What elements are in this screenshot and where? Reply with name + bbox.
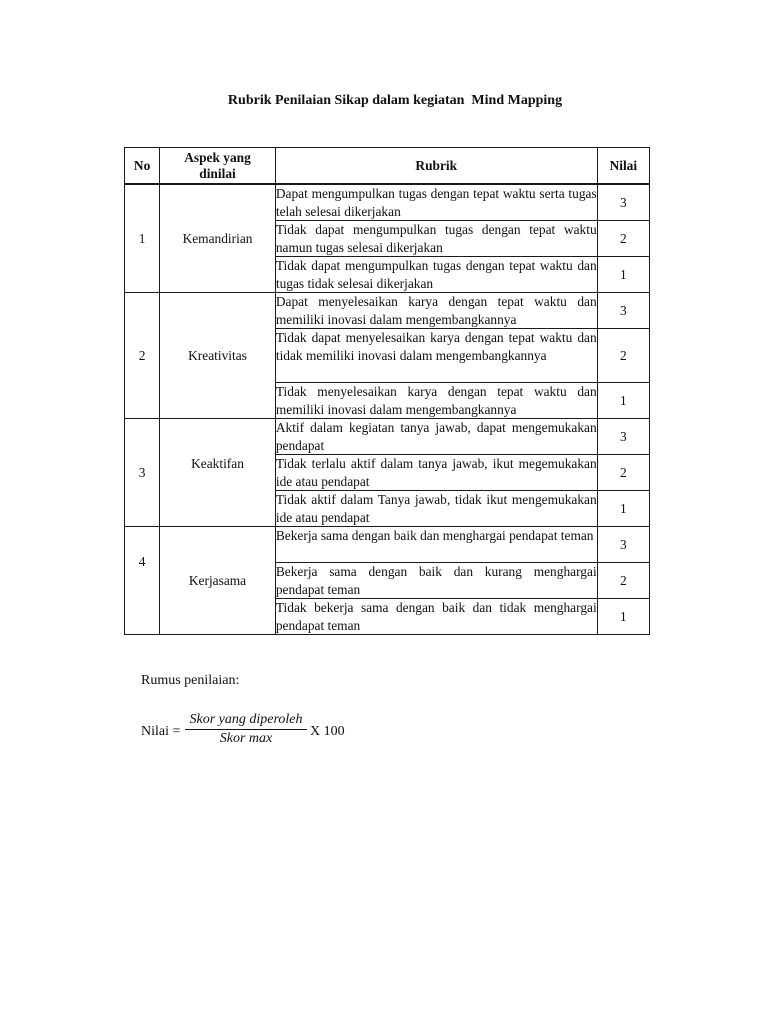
table-row	[125, 184, 650, 221]
aspect-name: Keaktifan	[160, 419, 276, 527]
page-title: Rubrik Penilaian Sikap dalam kegiatan Mind Mapping	[227, 93, 563, 108]
rubric-table	[124, 147, 650, 635]
rubric-criterion: Tidak terlalu aktif dalam tanya jawab, ikut megemukakan ide atau pendapat	[275, 456, 597, 489]
aspect-name: Kerjasama	[160, 527, 276, 635]
rubric-criterion: Aktif dalam kegiatan tanya jawab, dapat mengemukakan pendapat	[275, 420, 597, 453]
header-nilai: Nilai	[597, 148, 649, 185]
score-value: 2	[597, 221, 649, 257]
table-row	[125, 419, 650, 455]
rubric-criterion: Bekerja sama dengan baik dan menghargai pendapat teman	[275, 527, 597, 563]
row-number: 2	[125, 293, 160, 419]
header-rubrik: Rubrik	[275, 148, 597, 185]
score-value: 1	[597, 383, 649, 419]
rubric-criterion: Tidak dapat mengumpulkan tugas dengan tepat waktu dan tugas tidak selesai dikerjakan	[275, 258, 597, 291]
header-no: No	[125, 148, 160, 185]
table-row	[125, 527, 650, 563]
rubric-criterion: Tidak menyelesaikan karya dengan tepat waktu dan memiliki inovasi dalam mengembangkannya	[275, 384, 597, 417]
rubric-criterion: Tidak dapat menyelesaikan karya dengan tepat waktu dan tidak memiliki inovasi dalam mengembangkannya	[275, 329, 597, 383]
score-value: 2	[597, 563, 649, 599]
formula-label: Rumus penilaian:	[141, 673, 240, 688]
score-value: 1	[597, 491, 649, 527]
rubric-criterion: Bekerja sama dengan baik dan kurang menghargai pendapat teman	[275, 564, 597, 597]
score-value: 1	[597, 257, 649, 293]
score-value: 2	[597, 329, 649, 383]
score-value: 3	[597, 527, 649, 563]
formula-lhs: Nilai =	[141, 724, 181, 739]
formula-fraction	[185, 712, 307, 747]
header-aspek: Aspek yang dinilai	[160, 148, 276, 185]
score-value: 3	[597, 419, 649, 455]
row-number: 4	[125, 527, 160, 635]
formula-numerator: Skor yang diperoleh	[185, 712, 307, 730]
score-value: 1	[597, 599, 649, 635]
rubric-criterion: Tidak dapat mengumpulkan tugas dengan tepat waktu namun tugas selesai dikerjakan	[275, 222, 597, 255]
row-number: 3	[125, 419, 160, 527]
formula-denominator: Skor max	[219, 731, 273, 746]
row-number: 1	[125, 184, 160, 293]
rubric-criterion: Dapat menyelesaikan karya dengan tepat waktu dan memiliki inovasi dalam mengembangkannya	[275, 294, 597, 327]
rubric-criterion: Tidak bekerja sama dengan baik dan tidak menghargai pendapat teman	[275, 600, 597, 633]
table-header-row	[125, 148, 650, 185]
aspect-name: Kreativitas	[160, 293, 276, 419]
rubric-criterion: Dapat mengumpulkan tugas dengan tepat waktu serta tugas telah selesai dikerjakan	[275, 186, 597, 219]
score-value: 2	[597, 455, 649, 491]
table-row	[125, 293, 650, 329]
score-value: 3	[597, 293, 649, 329]
formula-rhs: X 100	[310, 724, 345, 739]
rubric-criterion: Tidak aktif dalam Tanya jawab, tidak ikut mengemukakan ide atau pendapat	[275, 492, 597, 525]
aspect-name: Kemandirian	[160, 184, 276, 293]
score-value: 3	[597, 184, 649, 221]
